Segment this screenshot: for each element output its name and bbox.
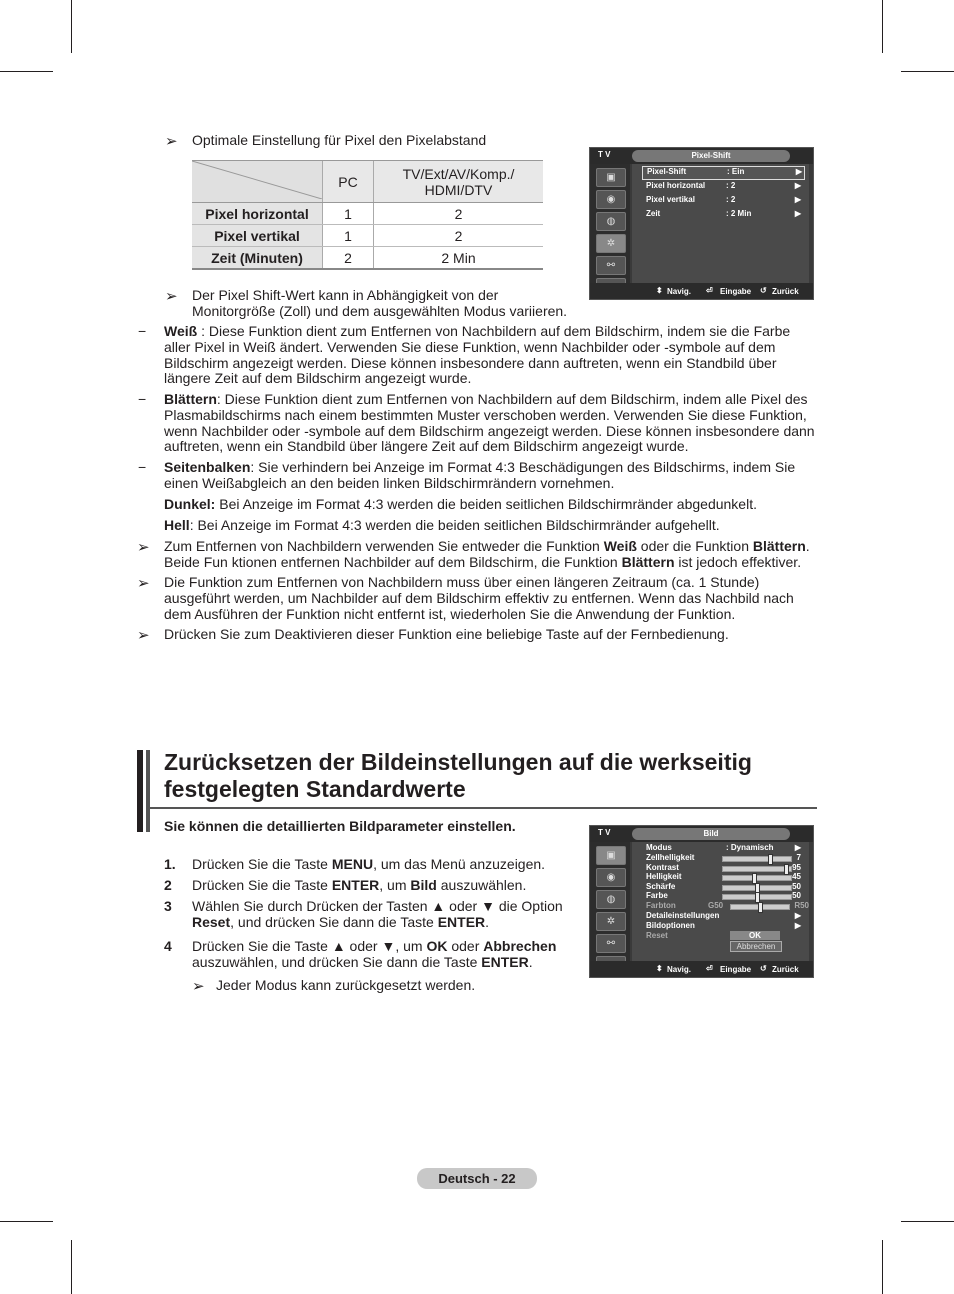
sound-icon[interactable]: ◉ (596, 868, 626, 887)
osd-row[interactable] (646, 911, 801, 921)
osd-footer (590, 961, 813, 977)
dash-icon: − (138, 459, 147, 475)
note-optimal: Optimale Einstellung für Pixel den Pixelabstand (192, 132, 487, 148)
channel-icon[interactable]: ◍ (596, 212, 626, 231)
osd-row[interactable] (646, 195, 801, 207)
term: Weiß (603, 538, 637, 554)
osd-row-label: Farbton (646, 901, 676, 910)
step-text (192, 878, 567, 894)
text: . (485, 913, 490, 930)
term: Dunkel: (164, 496, 216, 512)
heading-rule (150, 807, 817, 809)
page-footer: Deutsch - 22 (417, 1168, 537, 1189)
key: MENU (331, 856, 374, 872)
picture-icon[interactable]: ▣ (596, 846, 626, 865)
text: Zum Entfernen von Nachbildern verwenden Sie entweder die Funktion (164, 538, 604, 554)
osd-row-value: : 2 Min (726, 209, 752, 218)
text: Drücken Sie die Taste (192, 877, 332, 893)
text: , um das Menü anzuzeigen. (373, 856, 546, 872)
osd-row-value: : Dynamisch (726, 843, 774, 852)
para-weiss (164, 324, 820, 387)
osd-slider-row[interactable] (646, 863, 801, 873)
step-text (192, 899, 567, 931)
osd-main (632, 164, 809, 283)
osd-slider-row[interactable] (646, 872, 801, 882)
input-icon[interactable]: ⚯ (596, 256, 626, 275)
osd-row-value: : 2 (726, 181, 736, 190)
para-blaettern (164, 392, 820, 455)
para-dunkel (164, 497, 820, 513)
desc: : Diese Funktion dient zum Entfernen von Nachbildern auf dem Bildschirm, indem alle Pixel des Plasmabildschirms nach einem bestimmten Muster verschoben werden. Verwenden Sie diese Funktion, wenn Nachbilder oder -symbole auf dem Bildschirm angezeigt werden. Diese können insbesondere dann auftreten, wenn ein Standbild über längere Zeit auf dem Bildschirm angezeigt wurde. (164, 391, 815, 455)
term: Blättern (621, 553, 675, 570)
arrow-icon: ➢ (137, 539, 150, 556)
table-corner (192, 161, 323, 203)
arrow-right-icon: ▶ (795, 167, 802, 176)
osd-row[interactable] (646, 209, 801, 221)
row-label: Zeit (Minuten) (192, 247, 323, 270)
back-label: Zurück (772, 965, 799, 974)
osd-title: Pixel-Shift (632, 150, 790, 162)
enter-icon: ⏎ (706, 964, 713, 973)
osd-bild (589, 825, 814, 978)
arrow-icon: ➢ (192, 978, 205, 995)
osd-row-label: Pixel vertikal (646, 195, 695, 204)
text: , und drücken Sie dann die Taste (230, 913, 438, 930)
osd-row-label: Detaileinstellungen (646, 911, 720, 920)
step-text (192, 939, 567, 971)
osd-slider-row[interactable] (646, 891, 801, 901)
para-hell (164, 518, 820, 534)
key: ENTER (437, 913, 486, 930)
text: Drücken Sie die Taste ▲ oder ▼, um (192, 938, 427, 954)
slider-value: 45 (792, 872, 801, 882)
osd-tv-label: T V (598, 828, 611, 837)
term: Seitenbalken (164, 459, 251, 475)
osd-row-value: : 2 (726, 195, 736, 204)
back-icon: ↺ (760, 964, 767, 973)
enter-icon: ⏎ (706, 286, 713, 295)
osd-header (590, 826, 813, 842)
nav-label: Navig. (667, 965, 692, 974)
slider-value: 50 (792, 891, 801, 901)
key: Bild (410, 877, 437, 893)
enter-label: Eingabe (720, 287, 752, 296)
table-row (192, 247, 543, 270)
subtitle: Sie können die detaillierten Bildparameter einstellen. (164, 818, 516, 834)
osd-row-value: : Ein (727, 167, 745, 176)
row-label: Pixel vertikal (192, 225, 323, 247)
term: Blättern (752, 538, 806, 554)
osd-row[interactable] (646, 901, 809, 911)
cell-tv: 2 (374, 225, 544, 247)
text: ist jedoch effektiver. (674, 553, 802, 570)
back-label: Zurück (772, 287, 799, 296)
arrow-icon: ➢ (137, 627, 150, 644)
arrow-icon: ➢ (165, 133, 178, 150)
tip-3: Drücken Sie zum Deaktivieren dieser Funktion eine beliebige Taste auf der Fernbedienung. (164, 626, 729, 642)
col-pc: PC (323, 161, 374, 203)
text: Drücken Sie die Taste (192, 856, 332, 872)
crop-mark (901, 1221, 954, 1222)
heading-bar (146, 750, 150, 832)
crop-mark (901, 71, 954, 72)
osd-sidebar (590, 842, 630, 961)
table-row (192, 225, 543, 247)
section-heading: Zurücksetzen der Bildeinstellungen auf die werkseitig festgelegten Standardwerte (164, 749, 752, 802)
cell-pc: 1 (323, 203, 374, 225)
slider-bar[interactable] (722, 894, 792, 900)
cell-pc: 2 (323, 247, 374, 270)
arrow-right-icon: ▶ (794, 181, 801, 190)
arrow-right-icon: ▶ (794, 209, 801, 218)
cell-tv: 2 Min (374, 247, 544, 270)
dash-icon: − (138, 391, 147, 407)
osd-row-label: Helligkeit (646, 872, 682, 882)
desc: : Bei Anzeige im Format 4:3 werden die beiden seitlichen Bildschirmränder aufgehellt. (189, 517, 720, 533)
osd-row-label: Schärfe (646, 881, 676, 891)
osd-slider-row[interactable] (646, 882, 801, 892)
key: Abbrechen (483, 938, 557, 954)
col-tv: TV/Ext/AV/Komp./ HDMI/DTV (374, 161, 544, 203)
setup-icon[interactable]: ✲ (596, 234, 626, 253)
slider-bar[interactable] (722, 875, 792, 881)
desc: Bei Anzeige im Format 4:3 werden die beiden seitlichen Bildschirmränder abgedunkelt. (215, 496, 757, 512)
osd-row-label: Pixel horizontal (646, 181, 706, 190)
osd-row-label: Kontrast (646, 862, 679, 872)
slider-bar[interactable] (722, 856, 792, 862)
updown-icon: ⬍ (656, 964, 663, 973)
slider-bar[interactable] (722, 866, 792, 872)
text: auszuwählen. (436, 877, 527, 893)
picture-icon[interactable]: ▣ (596, 168, 626, 187)
osd-row-label: Modus (646, 843, 672, 852)
osd-row[interactable] (646, 181, 801, 193)
diagonal-line (192, 161, 322, 199)
text: Wählen Sie durch Drücken der Tasten ▲ oder ▼ die Option (192, 898, 563, 914)
para-seitenbalken (164, 460, 820, 492)
term: Blättern (164, 391, 217, 407)
tip-2: Die Funktion zum Entfernen von Nachbildern muss über einen längeren Zeitraum (ca. 1 Stunde) ausgeführt werden, um Nachbilder auf dem Bildschirm effektiv zu entfernen. Wenn das Nachbild nach dem Ausführen der Funktion nicht entfernt ist, wiederholen Sie die Anwendung der Funktion. (164, 574, 794, 622)
slider-bar[interactable] (722, 885, 792, 891)
farbton-slider[interactable] (730, 904, 790, 910)
osd-sidebar (590, 164, 630, 283)
crop-mark (0, 71, 53, 72)
text: . Beide Fun ktionen entfernen Nachbilder auf dem Bildschirm, die Funktion (164, 538, 810, 570)
key: OK (426, 938, 448, 954)
osd-row-label: Pixel-Shift (647, 167, 687, 176)
slider-value: 7 (796, 853, 801, 862)
cancel-button[interactable]: Abbrechen (730, 941, 782, 952)
osd-slider-row[interactable] (646, 853, 801, 863)
step-num: 1. (164, 856, 176, 872)
osd-row-label: Zellhelligkeit (646, 853, 695, 862)
table-row (192, 203, 543, 225)
arrow-icon: ➢ (137, 575, 150, 592)
term: Hell (164, 517, 190, 533)
farbton-r: R50 (794, 901, 809, 910)
cell-tv: 2 (374, 203, 544, 225)
row-label: Pixel horizontal (192, 203, 323, 225)
desc: : Sie verhindern bei Anzeige im Format 4:3 Beschädigungen des Bildschirms, indem Sie einen Weißabgleich an den beiden linken Bildschirmrändern vornehmen. (164, 459, 796, 491)
pixel-table (192, 160, 543, 270)
arrow-right-icon: ▶ (794, 921, 801, 930)
dash-icon: − (138, 323, 147, 339)
farbton-g: G50 (708, 901, 724, 910)
arrow-right-icon: ▶ (794, 911, 801, 920)
setup-icon[interactable]: ✲ (596, 912, 626, 931)
step-text (192, 857, 567, 873)
osd-row-label: Reset (646, 931, 668, 940)
text: oder (447, 938, 484, 954)
note-reset: Jeder Modus kann zurückgesetzt werden. (216, 977, 476, 993)
tip-1 (164, 539, 820, 571)
input-icon[interactable]: ⚯ (596, 934, 626, 953)
osd-row-label: Bildoptionen (646, 921, 695, 930)
slider-value: 95 (792, 862, 801, 872)
osd-header (590, 148, 813, 164)
enter-label: Eingabe (720, 965, 752, 974)
osd-row[interactable] (642, 166, 805, 180)
text: oder die Funktion (636, 538, 753, 554)
arrow-icon: ➢ (165, 288, 178, 305)
key: ENTER (331, 877, 380, 893)
slider-value: 50 (792, 881, 801, 891)
crop-mark (882, 0, 883, 53)
key: ENTER (481, 953, 529, 970)
heading-bar (137, 750, 143, 832)
note-shift: Der Pixel Shift-Wert kann in Abhängigkeit von der Monitorgröße (Zoll) und dem ausgewählten Modus variieren. (192, 287, 568, 319)
osd-row-label: Zeit (646, 209, 661, 218)
back-icon: ↺ (760, 286, 767, 295)
arrow-right-icon: ▶ (794, 843, 801, 852)
nav-label: Navig. (667, 287, 692, 296)
osd-title: Bild (632, 828, 790, 840)
osd-tv-label: T V (598, 150, 611, 159)
text: . (528, 953, 533, 970)
term: Weiß (164, 323, 198, 339)
osd-row-label: Farbe (646, 891, 668, 901)
step-num: 4 (164, 938, 172, 954)
text: auszuwählen, und drücken Sie dann die Taste (192, 953, 482, 970)
osd-row[interactable] (646, 921, 801, 931)
step-num: 3 (164, 898, 172, 914)
sound-icon[interactable]: ◉ (596, 190, 626, 209)
key: Reset (192, 913, 231, 930)
crop-mark (882, 1240, 883, 1294)
desc: : Diese Funktion dient zum Entfernen von Nachbildern auf dem Bildschirm, indem sie die Farbe aller Pixel in Weiß ändert. Verwenden Sie diese Funktion, wenn Nachbilder oder -symbole auf dem Bildschirm angezeigt werden. Diese können insbesondere dann auftreten, wenn ein Standbild über längere Zeit auf dem Bildschirm angezeigt wurde. (164, 323, 791, 387)
osd-pixel-shift (589, 147, 814, 300)
channel-icon[interactable]: ◍ (596, 890, 626, 909)
crop-mark (71, 0, 72, 53)
osd-main (632, 842, 809, 961)
text: , um (379, 877, 411, 893)
updown-icon: ⬍ (656, 286, 663, 295)
arrow-right-icon: ▶ (794, 195, 801, 204)
crop-mark (71, 1240, 72, 1294)
step-num: 2 (164, 877, 172, 893)
osd-row[interactable] (646, 843, 801, 853)
crop-mark (0, 1221, 53, 1222)
osd-footer (590, 283, 813, 299)
cell-pc: 1 (323, 225, 374, 247)
ok-button[interactable]: OK (730, 931, 780, 940)
